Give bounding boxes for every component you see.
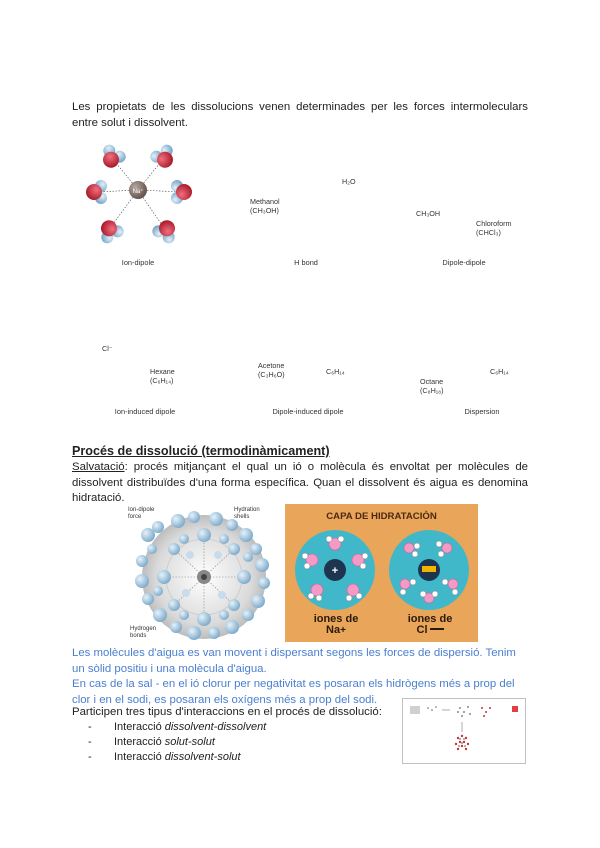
interaction-type: dissolvent-dissolvent xyxy=(164,721,267,733)
octane-name: Octane xyxy=(420,377,444,386)
bullet-dash-icon: - xyxy=(88,751,92,764)
list-item xyxy=(82,735,382,750)
methanol-label xyxy=(250,198,280,215)
hydrogen-bonds-label: Hydrogen bonds xyxy=(130,626,157,639)
label-ion-induced-dipole: Ion-induced dipole xyxy=(114,407,176,416)
label-dipole-dipole: Dipole-dipole xyxy=(442,258,486,267)
acetone-label xyxy=(258,362,285,379)
interaction-label: Interacció xyxy=(114,721,165,733)
interaction-label: Interacció xyxy=(114,736,165,749)
ch3oh-label: CH₃OH xyxy=(416,209,441,218)
svg-text:+: + xyxy=(331,565,339,577)
na-label: Na⁺ xyxy=(132,189,144,195)
dissolution-thumbnail xyxy=(402,698,526,764)
methanol-formula: (CH₃OH) xyxy=(250,205,279,215)
cl-ion-word: iones de xyxy=(407,613,453,625)
interactions-list xyxy=(82,720,382,766)
na-ion-caption xyxy=(295,614,377,636)
chloroform-label xyxy=(476,220,512,237)
hexane-label xyxy=(150,368,175,385)
label-h-bond: H bond xyxy=(294,258,318,267)
bullet-dash-icon: - xyxy=(88,736,92,749)
cl-symbol: Cl xyxy=(416,624,428,636)
label-dispersion: Dispersion xyxy=(464,407,500,416)
na-ion-word: iones de xyxy=(313,613,359,625)
solvatacio-term: Salvatació xyxy=(72,461,125,473)
c6h14-label-a: C₆H₁₄ xyxy=(326,367,345,376)
na-ion-symbol xyxy=(295,625,377,636)
na-symbol: Na xyxy=(326,624,341,636)
cl-ion-caption xyxy=(389,614,471,636)
methanol-name: Methanol xyxy=(250,197,280,206)
plus-icon: + xyxy=(340,625,346,636)
solvatacio-text: : procés mitjançant el qual un ió o molècula és envoltat per molècules de dissolvent distribuïdes d'una forma específica. Quan el dissolvent és aigua es denomina hidratació. xyxy=(72,461,528,504)
interaction-type: dissolvent-solut xyxy=(164,751,241,764)
interaction-label: Interacció xyxy=(114,751,165,764)
minus-icon xyxy=(430,628,444,630)
bullet-dash-icon: - xyxy=(88,721,92,733)
h2o-label: H₂O xyxy=(342,177,356,186)
ion-dipole-force-label: Ion-dipole force xyxy=(128,507,155,520)
section-title: Procés de dissolució (termodinàmicament) xyxy=(72,444,330,458)
hydration-layer-figure xyxy=(285,504,478,642)
octane-label xyxy=(420,378,444,395)
list-item xyxy=(82,720,382,735)
label-dipole-induced-dipole: Dipole-induced dipole xyxy=(272,407,344,416)
acetone-formula: (C₃H₆O) xyxy=(258,369,285,379)
list-item xyxy=(82,750,382,765)
intro-paragraph: Les propietats de les dissolucions venen determinades per les forces intermoleculars entre solut i dissolvent. xyxy=(72,101,528,129)
hexane-name: Hexane xyxy=(150,367,175,376)
chloroform-formula: (CHCl₃) xyxy=(476,227,501,237)
acetone-name: Acetone xyxy=(258,361,285,370)
hexane-formula: (C₆H₁₄) xyxy=(150,375,174,385)
cl-label: Cl⁻ xyxy=(102,344,113,353)
hydration-shell-figure xyxy=(128,505,280,645)
blue-paragraph-1: Les molècules d'aigua es van movent i dispersant segons les forces de dispersió. Tenim un sòlid positiu i una molècula d'aigua. xyxy=(72,647,516,675)
interactions-intro: Participen tres tipus d'interaccions en el procés de dissolució: xyxy=(72,706,382,718)
cl-ion-symbol xyxy=(389,625,471,636)
hydration-layer-title: CAPA DE HIDRATACIÒN xyxy=(326,511,437,522)
c6h14-label-b: C₆H₁₄ xyxy=(490,367,509,376)
hydration-shells-label: Hydration shells xyxy=(234,507,260,520)
octane-formula: (C₈H₁₈) xyxy=(420,385,444,395)
intermolecular-forces-figure xyxy=(70,140,530,430)
label-ion-dipole: Ion-dipole xyxy=(121,258,155,267)
ion-dipole-diagram xyxy=(86,142,192,245)
blue-paragraph-2: En cas de la sal - en el ió clorur per negativitat es posaran els hidrògens més a prop del clor i en el sodi, es posaran els oxígens més a prop del sodi. xyxy=(72,678,515,706)
solvatacio-paragraph xyxy=(72,460,528,507)
chloroform-name: Chloroform xyxy=(476,219,512,228)
interaction-type: solut-solut xyxy=(164,736,215,749)
